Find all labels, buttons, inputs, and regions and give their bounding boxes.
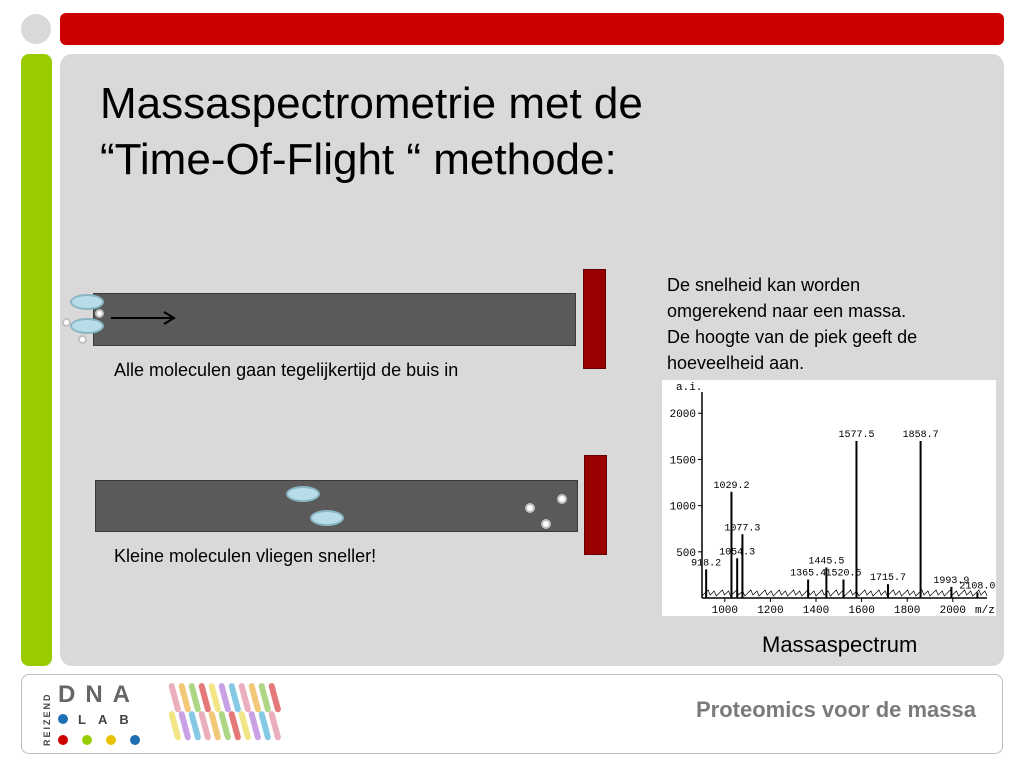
large-molecule [70, 318, 104, 334]
explanation-line: De hoogte van de piek geeft de [667, 327, 918, 347]
spectrum-caption: Massaspectrum [762, 632, 918, 657]
small-molecule [541, 519, 551, 529]
side-bar [21, 54, 52, 666]
peak-label: 2108.0 [959, 581, 996, 593]
peak-label: 1077.3 [724, 523, 761, 535]
x-tick-label: 1400 [802, 605, 830, 616]
decor-circle [21, 14, 51, 44]
footer-title: Proteomics voor de massa [695, 697, 976, 722]
logo-dot-blue [130, 735, 140, 745]
x-axis-label: m/z [975, 605, 995, 616]
peak-label: 1993.9 [933, 575, 970, 587]
logo-dna: DNA [58, 681, 140, 708]
spectrum-baseline [702, 590, 987, 596]
x-tick-label: 1800 [893, 605, 921, 616]
slide-title [100, 76, 800, 188]
large-molecule [310, 510, 344, 526]
large-molecule [70, 294, 104, 310]
logo-dot-yellow [106, 735, 116, 745]
small-molecule [62, 318, 71, 327]
y-tick-label: 1000 [669, 501, 696, 514]
y-axis-label: a.i. [676, 382, 703, 394]
explanation-line: De snelheid kan worden [667, 275, 861, 295]
peak-label: 1029.2 [713, 480, 750, 492]
logo-dot-green [82, 735, 92, 745]
detector-top [583, 269, 606, 369]
mass-spectrum-svg [662, 380, 996, 616]
large-molecule [286, 486, 320, 502]
x-tick-label: 2000 [939, 605, 967, 616]
y-tick-label: 2000 [669, 409, 696, 422]
peak-label: 1445.5 [808, 556, 845, 568]
caption-top: Alle moleculen gaan tegelijkertijd de buis in [114, 360, 459, 380]
mass-spectrum-chart [662, 380, 996, 616]
small-molecule [78, 335, 87, 344]
peak-label: 1520.5 [825, 568, 862, 580]
x-tick-label: 1000 [711, 605, 739, 616]
small-molecule [95, 309, 104, 318]
logo-vertical-text [41, 684, 53, 748]
small-molecule [525, 503, 535, 513]
detector-bottom [584, 455, 607, 555]
peak-label: 1365.4 [790, 568, 827, 580]
peak-label: 1715.7 [869, 573, 906, 585]
x-tick-label: 1200 [757, 605, 784, 616]
logo-dot-red [58, 735, 68, 745]
svg-text:REIZEND: REIZEND [42, 692, 52, 746]
slide-title-line1: Massaspectrometrie met de [100, 79, 643, 128]
y-tick-label: 500 [676, 547, 696, 560]
direction-arrow-icon [110, 310, 178, 326]
small-molecule [557, 494, 567, 504]
peak-label: 1858.7 [902, 429, 939, 441]
explanation-text [667, 272, 997, 376]
slide-title-line2: “Time-Of-Flight “ methode: [100, 135, 617, 184]
x-tick-label: 1600 [848, 605, 875, 616]
test-tubes-image [158, 678, 286, 750]
y-tick-label: 1500 [669, 455, 696, 468]
header-bar [60, 13, 1004, 45]
explanation-line: omgerekend naar een massa. [667, 301, 907, 321]
logo-lab: LAB [78, 712, 141, 727]
explanation-line: hoeveelheid aan. [667, 353, 805, 373]
peak-label: 918.2 [691, 558, 722, 570]
caption-bottom: Kleine moleculen vliegen sneller! [114, 546, 377, 566]
peak-label: 1577.5 [838, 429, 875, 441]
peak-label: 1054.3 [719, 547, 756, 559]
logo-dot-blue [58, 714, 68, 724]
